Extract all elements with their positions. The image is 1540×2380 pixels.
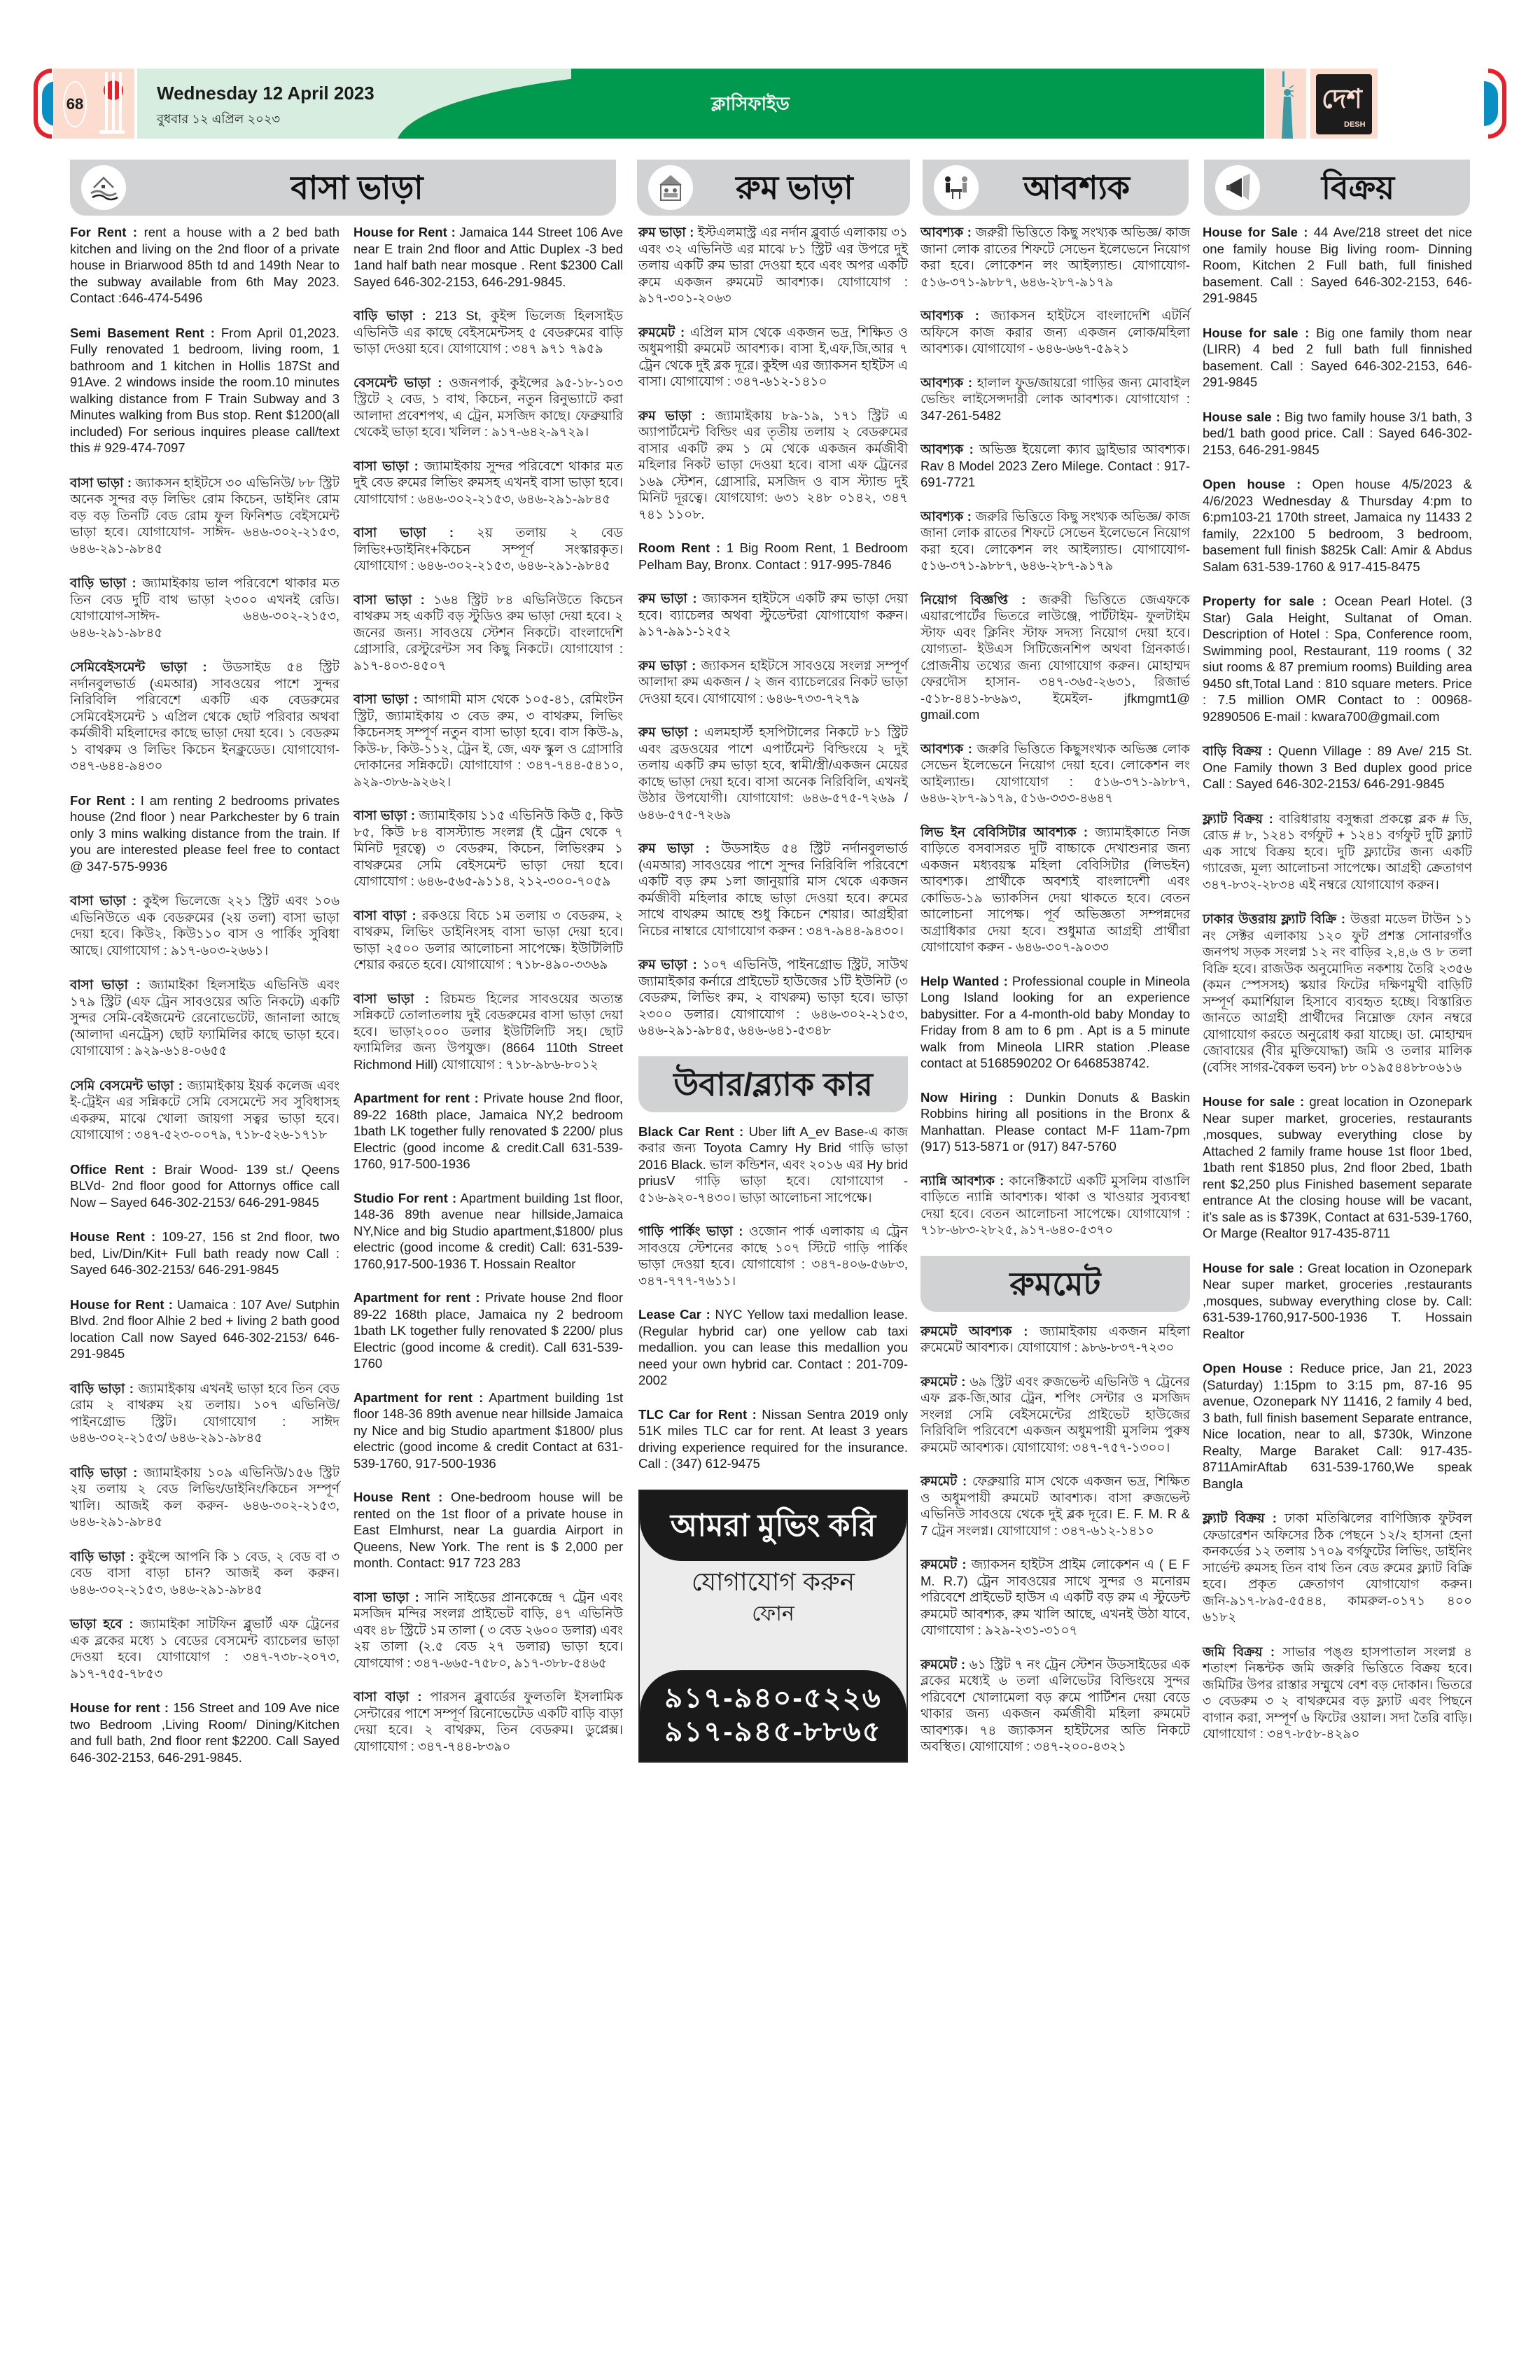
ad-heading: Help Wanted : bbox=[920, 973, 1008, 988]
ad-heading: ফ্ল্যাট বিক্রয় : bbox=[1203, 1511, 1277, 1525]
classified-ad bbox=[920, 1556, 1190, 1639]
ad-heading: Now Hiring : bbox=[920, 1089, 1014, 1105]
logo-block bbox=[1310, 69, 1378, 139]
ad-body: Private house 2nd floor 89-22 168th place, Jamaica ny 2 bedroom 1bath LK together fully renovated $ 2200/ plus Electric (good income & credit). Call 631-539-1760 bbox=[354, 1290, 623, 1371]
classified-ad bbox=[354, 592, 623, 674]
ad-heading: রুম ভাড়া : bbox=[638, 957, 697, 972]
classified-ad bbox=[70, 1228, 340, 1278]
ad-body: Ocean Pearl Hotel. (3 Star) Gala Height, Sultanat of Oman. Description of Hotel : Spa, Conference room, Swimming pool, Restaurant, 119 rooms ( 32 siut rooms & 87 premium rooms) Building area 9450 sft,Total Land : 810 square meters. Price : 7.5 million OMR Contact to : 00968-92890506 E-mail : kwara700@gmail.com bbox=[1203, 594, 1472, 724]
classified-ad bbox=[920, 973, 1190, 1072]
date-bangla: বুধবার ১২ এপ্রিল ২০২৩ bbox=[157, 112, 281, 126]
section-title-roommate: রুমমেট bbox=[1009, 1265, 1101, 1302]
column-2 bbox=[354, 224, 623, 1772]
ad-heading: Apartment for rent : bbox=[354, 1290, 480, 1305]
desh-logo bbox=[1316, 74, 1372, 134]
ad-heading: Open House : bbox=[1203, 1361, 1294, 1376]
classified-ad bbox=[1203, 409, 1472, 458]
ad-heading: House Rent : bbox=[354, 1490, 443, 1504]
classified-ad bbox=[1203, 811, 1472, 893]
ad-heading: রুম ভাড়া : bbox=[638, 841, 710, 855]
ad-heading: বাসা ভাড়া : bbox=[354, 990, 430, 1006]
ad-heading: ফ্ল্যাট বিক্রয় : bbox=[1203, 811, 1273, 826]
classified-ad bbox=[70, 792, 340, 875]
ad-heading: Studio For rent : bbox=[354, 1190, 457, 1205]
ad-body: উডসাইড ৫৪ স্ট্রিট নর্দানবুলভার্ড (এমআর) সাবওয়ের পাশে সুন্দর নিরিবিলি পরিবেশে একটি এক বেডরুমের সেমিবেইসমেন্ট ১ এপ্রিল থেকে ছোট পরিবার অথবা কর্মজীবী মহিলাদের কাছে ভাড়া দেয়া হবে। ১ বেডরুম ১ বাথরুম ও লিভিং কিচেন ইনক্লুডেড। যোগাযোগ- ৩৪৭-৬৪৪-৯৪৩০ bbox=[70, 659, 340, 773]
column-4 bbox=[920, 224, 1190, 1772]
ad-heading: সেমিবেইসমেন্ট ভাড়া : bbox=[70, 659, 207, 674]
ad-body: Nissan Sentra 2019 only 51K miles TLC car for rent. At least 3 years driving experience required for the insurance. Call : (347) 612-9475 bbox=[638, 1406, 908, 1471]
classified-ad bbox=[1203, 1644, 1472, 1742]
ad-body: জ্যামাইকায় ১০৯ এভিনিউ/১৫৬ স্ট্রিট ২য় তলায় ২ বেড লিভিং/ডাইনিং/কিচেন সম্পূর্ণ খালি। আজই কল করুন- ৬৪৬-৩০২-২১৫৩, ৬৪৬-২৯১-৯৮৪৫ bbox=[70, 1464, 340, 1529]
ad-body: 156 Street and 109 Ave nice two Bedroom ,Living Room/ Dining/Kitchen and full bath, 2nd floor rent $2200. Call Sayed 646-302-2153, 646-291-9845. bbox=[70, 1700, 340, 1765]
classified-ad bbox=[354, 1090, 623, 1172]
ad-body: ৬১ স্ট্রিট ৭ নং ট্রেন স্টেশন উডসাইডের এক ব্লকের মধ্যেই ৬ তলা এলিভেটর বিল্ডিংয়ে সুন্দর পরিবেশে খোলামেলা বড় রুমে পার্টিশন দেয়া বেডে থাকার জন্য একজন কর্মজীবী মহিলা রুমমেট আবশ্যক। ৭৪ জ্যাকসন হাইটসের অতি নিকটে অবস্থিত। যোগাযোগ : ৩৪৭-২০০-৪৩২১ bbox=[920, 1656, 1190, 1754]
ad-heading: রুমমেট : bbox=[920, 1557, 967, 1572]
moving-service-ad bbox=[638, 1490, 908, 1763]
ad-body: জ্যাকসন হাইটসে বাংলাদেশি এটর্নি অফিসে কাজ করার জন্য একজন লোক/মহিলা আবশ্যক। যোগাযোগ - ৬৪৬-৬৬৭-৫৯২১ bbox=[920, 308, 1190, 356]
ad-body: জ্যাকসন হাইটসে ৩০ এভিনিউ/ ৮৮ স্ট্রিট অনেক সুন্দর বড় লিভিং রোম কিচেন, ডাইনিং রোম বড় বড় তিনটি বেড রোম ফুল ফিনিশড বেইসমেন্ট ভাড়া হবে। যোগাযোগ- সাঈদ- ৬৪৬-৩০২-২১৫৩, ৬৪৬-২৯১-৯৮৪৫ bbox=[70, 475, 340, 556]
ad-body: উডসাইড ৫৪ স্ট্রিট নর্দানবুলভার্ড (এমআর) সাবওয়ের পাশে সুন্দর নিরিবিলি পরিবেশে একটি বড় রুম ১লা জানুয়ারি মাস থেকে একজন কর্মজীবী মহিলার কাছে ভাড়া দেওয়া হবে। রুমের সাথে বাথরুম আছে শুধু কিচেন শেয়ার। আগ্রহীরা নিচের নাম্বারে যোগাযোগ করুন : ৩৪৭-৯৪৪-৯৪৩০। bbox=[638, 841, 908, 938]
ad-heading: বাসা ভাড়া : bbox=[354, 592, 425, 607]
classified-ad bbox=[638, 1406, 908, 1472]
ad-body: ওজনপার্ক, কুইন্সের ৯৫-১৮-১০৩ স্ট্রিটে ২ বেড, ১ বাথ, কিচেন, নতুন রিনুভ্যাটে করা আলাদা প্রবেশপথ, এ ট্রেন, মসজিদ কাছে। ফেব্রুয়ারি থেকেই ভাড়া হবে। খলিল : ৯১৭-৬৪২-৯৭২৯। bbox=[354, 374, 623, 439]
ad-body: জ্যামাইকায় একজন মহিলা রুমেমেট আবশ্যক। যোগাযোগ : ৯৮৬-৮৩৭-৭২৩০ bbox=[920, 1323, 1190, 1354]
classified-ad bbox=[920, 1656, 1190, 1755]
classified-ad bbox=[70, 1616, 340, 1681]
ad-heading: রুমমেট : bbox=[920, 1474, 967, 1488]
classified-ad bbox=[70, 1700, 340, 1765]
classified-ad bbox=[638, 1124, 908, 1206]
section-header-basha-bhara bbox=[70, 160, 616, 216]
classified-ad bbox=[1203, 1360, 1472, 1492]
ad-heading: আবশ্যক : bbox=[920, 741, 972, 756]
ad-heading: Apartment for rent : bbox=[354, 1390, 484, 1405]
classified-ad bbox=[1203, 224, 1472, 307]
ad-body: পারসন ব্লুবার্ডের ফুলতলি ইসলামিক সেন্টারের পাশে সম্পূর্ণ রিনোভেটেড একটি বাড়ি বাড়া দেয়া হবে। ২ বাথরুম, তিন বেডরুম। ডুপ্লেক্স। যোগাযোগ : ৩৪৭-৭৪৪-৮৩৯০ bbox=[354, 1689, 623, 1754]
mover-phones bbox=[640, 1670, 906, 1761]
classified-ad bbox=[1203, 1510, 1472, 1625]
ad-body: Apartment building 1st floor, 148-36 89th avenue near hillside,Jamaica NY,Nice and big Studio apartment,$1800/ plus electric (good income & credit) Call: 631-539-1760,917-500-1936 T. Hossain Realtor bbox=[354, 1190, 624, 1271]
classified-ad bbox=[920, 1373, 1190, 1456]
ad-body: Reduce price, Jan 21, 2023 (Saturday) 1:15pm to 3:15 pm, 87-16 95 avenue, Ozonepark NY 11416, 2 family 4 bed, 3 bath, full finish basement Separate entrance, Nice location, near to all, $730k, Winzone Realty, Marge Baraket Call: 917-435-8711AmirAftab 631-539-1760,We speak Bangla bbox=[1203, 1361, 1473, 1491]
ad-heading: রুম ভাড়া : bbox=[638, 225, 694, 239]
ad-heading: আবশ্যক : bbox=[920, 308, 979, 323]
room-rent-list bbox=[638, 224, 908, 1039]
ad-body: জ্যাকসন হাইটস প্রাইম লোকেশন এ ( E F M. R.7) ট্রেন সাবওয়ের সাথে সুন্দর ও মনোরম পরিবেশে প্রাইভেট হাউস এ একটি বড় রুম এ স্টুডেন্ট রুমমেট আবশ্যক, রুম খালি আছে, এখনই উঠা যাবে, যোগাযোগ : ৯২৯-২৩১-৩১০৭ bbox=[920, 1557, 1190, 1637]
ad-body: Open house 4/5/2023 & 4/6/2023 Wednesday & Thursday 4:pm to 6:pm103-21 170th street, Jamaica ny 11433 2 family, 22x100 5 bedroom, 3 bedroom, basement full finish $825k Call: Amir & Abdus Salam 631-539-1760 & 917-415-8475 bbox=[1203, 477, 1473, 574]
date-banner bbox=[137, 69, 1264, 139]
classified-ad bbox=[920, 1323, 1190, 1356]
ad-body: জরুরী ভিত্তিতে কিছু সংখ্যক অভিজ্ঞ/ কাজ জানা লোক রাতের শিফটে সেভেন ইলেভেনে নিয়োগ করা হবে। লোকেশন লং আইল্যান্ড। যোগাযোগ- ৫১৬-৩৭১-৯৮৮৭, ৬৪৬-২৮৭-৯১৭৯ bbox=[920, 225, 1190, 289]
classified-ad bbox=[920, 508, 1190, 574]
classified-ad bbox=[354, 1688, 623, 1754]
classified-ad bbox=[1203, 743, 1472, 792]
ad-heading: বাড়ি ভাড়া : bbox=[70, 1548, 134, 1564]
section-header-wanted bbox=[923, 160, 1189, 216]
ad-heading: House sale : bbox=[1203, 409, 1280, 424]
section-banner bbox=[571, 69, 1264, 139]
ad-heading: TLC Car for Rent : bbox=[638, 1406, 757, 1422]
ad-body: জ্যাকসন হাইটসে সাবওয়ে সংলগ্ন সম্পূর্ণ আলাদা রুম একজন / ২ জন ব্যাচেলরের নিকট ভাড়া দেওয়া হবে। যোগাযোগ : ৬৪৬-৭৩৩-৭২৭৯ bbox=[638, 657, 908, 706]
mover-phone-1: ৯১৭-৯৪০-৫২২৬ bbox=[664, 1682, 882, 1714]
classified-ad bbox=[638, 540, 908, 573]
ad-heading: Apartment for rent : bbox=[354, 1091, 479, 1105]
classified-ad bbox=[638, 324, 908, 390]
ad-body: Dunkin Donuts & Baskin Robbins hiring all positions in the Bronx & Manhattan. Please contact M-F 11am-7pm (917) 513-5871 or (917) 847-5760 bbox=[920, 1089, 1190, 1154]
section-header-sale bbox=[1204, 160, 1470, 216]
classified-ad bbox=[70, 325, 340, 456]
ad-body: Uamaica : 107 Ave/ Sutphin Blvd. 2nd floor Alhie 2 bed + living 2 bath good location Call now Sayed 646-302-2153/ 646-291-9845 bbox=[70, 1296, 340, 1361]
ad-heading: House for sale : bbox=[1203, 1260, 1303, 1275]
ad-heading: নিয়োগ বিজ্ঞপ্তি : bbox=[920, 592, 1026, 607]
ad-heading: বাড়ি বিক্রয় : bbox=[1203, 743, 1273, 758]
classified-ad bbox=[1203, 911, 1472, 1075]
classified-ad bbox=[920, 1473, 1190, 1539]
ad-heading: বাসা বাড়া : bbox=[354, 907, 416, 923]
masthead-left-cap bbox=[34, 69, 52, 139]
ad-heading: বাসা ভাড়া : bbox=[354, 692, 418, 706]
classified-ad bbox=[920, 824, 1190, 955]
ad-heading: আবশ্যক : bbox=[920, 508, 972, 524]
ad-body: One-bedroom house will be rented on the 1st floor of a private house in East Elmhurst, near La guardia Airport in Queens, New York. The rent is $ 2,000 per month. Contact: 917 723 283 bbox=[354, 1490, 623, 1570]
ad-body: রিচমন্ড হিলের সাবওয়ের অত্যন্ত সন্নিকটে তোলাতলায় দুই বেডরুমের বাসা ভাড়া দেয়া হবে। ভাড়া২০০০ ডলার ইউটিলিটি সহ। ছোট ফ্যামিলির জন্য উপযুক্ত। (8664 110th Street Richmond Hill) যোগাযোগ : ৭১৮-৯৮৬-৮০১২ bbox=[354, 990, 623, 1072]
classified-ad bbox=[638, 590, 908, 640]
classified-ad bbox=[638, 956, 908, 1039]
classified-ad bbox=[70, 1161, 340, 1211]
classified-ad bbox=[354, 1289, 623, 1372]
ad-body: আগামী মাস থেকে ১০৫-৪১, রেমিংটন স্ট্রিট, জ্যামাইকায় ৩ বেড রুম, ৩ বাথরুম, লিভিং কিচেনসহ সম্পূর্ণ নতুন বাসা ভাড়া হবে। বাস কিউ-৯, কিউ-৮, কিউ-১১২, ট্রেন ই, জে, এফ স্কুল ও গ্রোসারি দোকানের সন্নিকটে। যোগাযোগ : ৩৪৭-৭৪৪-৫৪১০, ৯২৯-৩৮৬-৯২৬২। bbox=[354, 692, 623, 789]
classified-ad bbox=[70, 659, 340, 774]
ad-body: জরুরী ভিত্তিতে জেএফকে এয়ারপোর্টের ভিতরে লাউঞ্জে, পার্টটাইম- ফুলটাইম স্টাফ এবং ক্লিনিং স্টাফ সদস্য নিয়োগ দেয়া হবে। যোগ্যতা- ইউএস সিটিজেনশিপ অথবা গ্রিনকার্ড। প্রোজনীয় তথ্যের জন্য যোগাযোগ করুন। মোহাম্মদ ফেরদৌস হাসান- ৩৪৭-৩৬৫-২৬৩১, রিজার্ভ -৫১৮-৪৪১-৮৬৯৩, ইমেইল- jfkmgmt1@ gmail.com bbox=[920, 592, 1191, 722]
classified-ad bbox=[70, 1077, 340, 1143]
ad-body: ঢাকা মতিঝিলের বাণিজ্যিক ফুটবল ফেডারেশন অফিসের ঠিক পেছনে ১২/২ হাসনা হেনা কনকর্ডের ১২ তলায় ১৭০৯ বর্গফুটের লিভিং, ডাইনিং সার্ভেন্ট রুমসহ তিন বাথ তিন বেড রুমের ফ্ল্যাট বিক্রি হবে। প্রকৃত ক্রেতাগণ যোগাযোগ করুন। জনি-৯১৭-৮৯৫-৫৫৪৪, কামরুল-০১৭১ ৪০০ ৬১৮২ bbox=[1203, 1511, 1472, 1624]
classified-ad bbox=[70, 224, 340, 307]
ad-body: Big two family house 3/1 bath, 3 bed/1 bath good price. Call : Sayed 646-302-2153, 646-291-9845 bbox=[1203, 409, 1472, 457]
ad-body: জ্যামাইকায় সুন্দর পরিবেশে থাকার মত দুই বেড রুমের লিভিং রুমসহ এখনই বাসা ভাড়া হবে। যোগাযোগ : ৬৪৬-৩০২-২১৫৩, ৬৪৬-২৯১-৯৮৪৫ bbox=[354, 458, 623, 506]
ad-heading: রুম ভাড়া : bbox=[638, 407, 706, 423]
ad-body: NYC Yellow taxi medallion lease. (Regular hybrid car) one yellow cab taxi medallion. you can lease this medallion you need your own hybrid car. Contact : 201-709-2002 bbox=[638, 1307, 908, 1387]
section-title: ক্লাসিফাইড bbox=[711, 93, 790, 114]
ad-body: অভিজ্ঞ ইয়েলো ক্যাব ড্রাইভার আবশ্যক। Rav 8 Model 2023 Zero Milege. Contact : 917-691-7721 bbox=[920, 442, 1191, 489]
car-list bbox=[638, 1124, 908, 1472]
ad-heading: বাড়ি ভাড়া : bbox=[70, 1380, 134, 1396]
classified-ad bbox=[354, 458, 623, 507]
ad-body: Apartment building 1st floor 148-36 89th avenue near hillside Jamaica ny Nice and big Studio apartment $1800/ plus electric (good income & credit Contact at 631-539-1760, 917-500-1936 bbox=[354, 1390, 623, 1471]
page-number: 68 bbox=[63, 81, 87, 127]
classified-ad bbox=[70, 1380, 340, 1446]
classified-ad bbox=[354, 907, 623, 973]
classified-ad bbox=[638, 657, 908, 707]
ad-heading: ভাড়া হবে : bbox=[70, 1616, 134, 1631]
ad-body: সানি সাইডের প্রানকেন্দ্রে ৭ ট্রেন এবং মসজিদ মন্দির সংলগ্ন প্রাইভেট বাড়ি, ৪৭ এভিনিউ এবং ৪৮ স্ট্রিটে ১ম তালা ( ৩ বেড ২৬০০ ডলার) এবং ২য় তালা (২.৫ বেড ২৭ ডলার) ভাড়া হবে। যোগযোগ : ৩৪৭-৬৬৫-৭৫৮০, ৯১৭-৩৮৮-৫৪৬৫ bbox=[354, 1589, 623, 1670]
ad-heading: রুমমেট : bbox=[920, 1656, 966, 1672]
classified-ad bbox=[920, 741, 1190, 806]
ad-heading: House for Rent : bbox=[70, 1296, 173, 1312]
ad-body: Brair Wood- 139 st./ Qeens BLVd- 2nd floor good for Attornys office call Now – Sayed 646-302-2153/ 646-291-9845 bbox=[70, 1161, 340, 1210]
ad-body: Uber lift A_ev Base-এ কাজ করার জন্য Toyota Camry Hy Brid গাড়ি ভাড়া 2016 Black. ভাল কন্ডিশন, এবং ২০১৬ এর Hy brid priusV গাড়ি ভাড়া হবে। যোগাযোগ - ৫১৬-৯২০-৭৪৩০। ভাড়া আলোচনা সাপেক্ষে। bbox=[638, 1124, 908, 1205]
ad-heading: Property for sale : bbox=[1203, 594, 1327, 608]
ad-body: এপ্রিল মাস থেকে একজন ভদ্র, শিক্ষিত ও অধুমপায়ী রুমমেট আবশ্যক। বাসা ই,এফ,জি,আর ৭ ট্রেন থেকে দুই ব্লক দূরে। কুইন্স এর জ্যাকসন হাইটস এ বাসা। যোগাযোগ : ৩৪৭-৬১২-১৪১০ bbox=[638, 324, 908, 388]
section-title-room-bhara: রুম ভাড়া bbox=[736, 169, 853, 206]
section-title-basha-bhara: বাসা ভাড়া bbox=[290, 169, 424, 206]
ad-body: ফেব্রুয়ারি মাস থেকে একজন ভদ্র, শিক্ষিত ও অধুমপায়ী রুমমেট আবশ্যক। বাসা রুজভেল্ট এভিনিউ সাবওয়ে থেকে দুই ব্লক দূরে। E. F. M. R & 7 ট্রেন সংলগ্ন। যোগাযোগ : ৩৪৭-৬১২-১৪১০ bbox=[920, 1474, 1190, 1538]
ad-heading: বাসা ভাড়া : bbox=[354, 458, 419, 473]
classified-ad bbox=[920, 1089, 1190, 1155]
classified-ad bbox=[354, 807, 623, 890]
ad-body: জ্যামাইকা সাটফিন ব্লুভার্ট এফ ট্রেনের এক ব্লকের মধ্যে ১ বেডের বেসমেন্ট ব্যাচেলর ভাড়া দেওয়া হবে। যোগাযোগ : ৩৪৭-৭৩৮-২০৭৩, ৯১৭-৭৫৫-৭৮৫৩ bbox=[70, 1616, 340, 1681]
classified-ad bbox=[638, 407, 908, 523]
ad-heading: বাড়ি ভাড়া : bbox=[70, 575, 136, 590]
ad-heading: Lease Car : bbox=[638, 1307, 710, 1322]
ad-heading: Black Car Rent : bbox=[638, 1124, 744, 1139]
classified-ad bbox=[1203, 476, 1472, 575]
ad-heading: House Rent : bbox=[70, 1229, 156, 1244]
classified-ad bbox=[638, 1223, 908, 1289]
ad-body: great location in Ozonepark Near super market, groceries, restaurants ,mosques, subway everything close by Attached 2 family frame house 1st floor 1bed, 1bath rent $1850 plus, 2nd floor 2bed, 1bath rent $2,250 plus Finished basement separate entrance At the closing house will be vacant, it’s sale as is $739K, Contact at 631-539-1760, Or Marge (Realtor 917-435-8711 bbox=[1203, 1094, 1472, 1240]
ad-heading: বাসা ভাড়া : bbox=[354, 1589, 419, 1604]
ad-body: জ্যাকসন হাইটসে একটি রুম ভাড়া দেয়া হবে। ব্যাচেলর অথবা স্টুডেন্টরা যোগাযোগ করুন। ৯১৭-৯৯১-১২৫২ bbox=[638, 591, 908, 638]
ad-body: From April 01,2023. Fully renovated 1 bedroom, living room, 1 bathroom and 1 kitchen in Hollis 187St and 91Ave. 2 windows inside the room.10 minutes walking distance from F Train Subway and 3 Minutes walking from Bus stop. Rent $1200(all included) For serious inquires please call/text this # 929-474-7097 bbox=[70, 325, 340, 455]
ad-heading: বেসমেন্ট ভাড়া : bbox=[354, 374, 442, 390]
ad-heading: বাসা ভাড়া : bbox=[70, 893, 137, 908]
column-1 bbox=[70, 224, 340, 1784]
classified-ad bbox=[70, 475, 340, 557]
ad-body: Quenn Village : 89 Ave/ 215 St. One Family thown 3 Bed duplex good price Call : Sayed 646-302-2153/ 646-291-9845 bbox=[1203, 743, 1473, 791]
classified-ad bbox=[70, 1548, 340, 1598]
mover-cta: যোগাযোগ করুন bbox=[691, 1567, 855, 1596]
classified-ad bbox=[1203, 325, 1472, 391]
ad-body: কানেক্টিকাটে একটি মুসলিম বাঙালি বাড়িতে ন্যান্নি আবশ্যক। থাকা ও খাওয়ার সুব্যবস্থা দেয়া হবে। বেতন আলোচনা সাপেক্ষে। যোগাযোগ : ৭১৮-৬৮৩-২৮২৫, ৯১৭-৬৪০-৫৩৭০ bbox=[920, 1172, 1190, 1237]
ad-heading: রুমমেট : bbox=[638, 324, 685, 340]
ad-body: রকওয়ে বিচে ১ম তলায় ৩ বেডরুম, ২ বাথরুম, লিভিং ডাইনিংসহ বাসা ভাড়া দেয়া হবে। ভাড়া ২৫০০ ডলার আলোচনা সাপেক্ষে। ইউটিলিটি শেয়ার করতে হবে। যোগাযোগ : ৭১৮-৪৯০-৩৩৬৯ bbox=[354, 907, 623, 972]
section-title-wanted: আবশ্যক bbox=[1023, 169, 1130, 206]
ad-body: ওজোন পার্ক এলাকায় এ ট্রেন সাবওয়ে স্টেশনের কাছে ১০৭ স্টিটে গাড়ি পার্কিং ভাড়া দেওয়া হবে। যোগাযোগ : ৩৪৭-৪০৬-৫৬৮৩, ৩৪৭-৭৭৭-৭৬১১। bbox=[638, 1224, 908, 1288]
section-title-sale: বিক্রয় bbox=[1321, 169, 1395, 206]
ad-body: 213 St, কুইন্স ভিলেজ হিলসাইড এভিনিউ এর কাছে বেইসমেন্টসহ ৫ বেডরুমের বাড়ি ভাড়া দেওয়া হবে। যোগাযোগ : ৩৪৭ ৯৭১ ৭৯৫৯ bbox=[354, 308, 624, 356]
ad-body: ১৬৪ স্ট্রিট ৮৪ এভিনিউতে কিচেন বাথরুম সহ একটি বড় স্টুডিও রুম ভাড়া দেয়া হবে। ২ জনের জন্য। সাবওয়ে স্টেশন নিকটে। বাংলাদেশি গ্রোসারি, রেস্টুরেন্টস সব কিছু নিকটে। যোগাযোগ : ৯১৭-৪০৩-৪৫০৭ bbox=[354, 592, 623, 673]
classified-ad bbox=[354, 307, 623, 357]
ad-heading: বাসা ভাড়া : bbox=[354, 808, 416, 822]
ad-body: ২য় তলায় ২ বেড লিভিং+ডাইনিং+কিচেন সম্পূর্ণ সংস্কারকৃত। যোগাযোগ : ৬৪৬-৩০২-২১৫৩, ৬৪৬-২৯১-৯৮৪৫ bbox=[354, 525, 623, 573]
ad-body: জ্যামাইকায় ইয়র্ক কলেজ এবং ই-ট্রেইন এর সন্নিকটে সেমি বেসমেন্টে সব সুবিধাসহ একরুম, মাঝে খোলা জায়গা সত্বর ভাড়া হবে। যোগাযোগ : ৩৪৭-৫২৩-০০৭৯, ৭১৮-৫২৬-১৭১৮ bbox=[70, 1077, 340, 1142]
ad-heading: Office Rent : bbox=[70, 1161, 157, 1177]
ad-body: Jamaica 144 Street 106 Ave near E train 2nd floor and Attic Duplex -3 bed 1and half bath near mosque . Rent $2300 Call Sayed 646-302-2153, 646-291-9845. bbox=[354, 225, 624, 289]
classified-ad bbox=[920, 441, 1190, 491]
classified-ad bbox=[1203, 1260, 1472, 1343]
ad-body: ইস্টএলমাস্ট্র এর নর্দান ব্লুবার্ড এলাকায় ৩১ এবং ৩২ এভিনিউ এর মাঝে ৮১ স্ট্রিট এর উপরে দুই তলায় একটি রুম ভারা দেওয়া হবে এবং অপর একটি রুমে একজন রুমমেট আবশ্যক। যোগাযোগ : ৯১৭-৩০১-২০৬৩ bbox=[638, 225, 908, 305]
ad-body: কুইন্সে আপনি কি ১ বেড, ২ বেড বা ৩ বেড বাসা বাড়া চান? আজই কল করুন। ৬৪৬-৩০২-২১৫৩, ৬৪৬-২৯১-৯৮৪৫ bbox=[70, 1548, 340, 1597]
ad-body: জ্যামাইকায় ১১৫ এভিনিউ কিউ ৫, কিউ ৮৫, কিউ ৮৪ বাসস্ট্যান্ড সংলগ্ন (ই ট্রেন থেকে ৭ মিনিট দূরত্বে) ৩ বেডরুম, কিচেন, লিভিংরুম ১ বাথরুমের সেমি বেইসমেন্ট ভাড়া দেয়া হবে। যোগাযোগ : ৬৪৬-৫৬৫-৯১১৪, ২১২-৩০০-৭০৫৯ bbox=[354, 808, 623, 888]
ad-heading: Room Rent : bbox=[638, 540, 721, 555]
ad-body: 44 Ave/218 street det nice one family house Big living room- Dinning Room, Kitchen 2 Full bath, full finished basement. Call : Sayed 646-302-2153, 646-291-9845 bbox=[1203, 225, 1472, 305]
classified-ad bbox=[354, 1190, 623, 1273]
mover-phone-2: ৯১৭-৯৪৫-৮৮৬৫ bbox=[664, 1716, 882, 1747]
ad-heading: বাসা বাড়া : bbox=[354, 1689, 422, 1704]
page-number-block bbox=[53, 69, 134, 139]
mover-headline: আমরা মুভিং করি bbox=[640, 1491, 906, 1561]
ad-heading: Semi Basement Rent : bbox=[70, 325, 215, 340]
ad-heading: রুম ভাড়া : bbox=[638, 657, 696, 673]
classified-ad bbox=[638, 1306, 908, 1389]
ad-heading: রুমমেট : bbox=[920, 1373, 966, 1389]
wanted-list bbox=[920, 224, 1190, 1238]
classified-ad bbox=[638, 224, 908, 307]
statue-of-liberty-icon bbox=[1280, 71, 1294, 139]
ad-body: জ্যামাইকা হিলসাইড এভিনিউ এবং ১৭৯ স্ট্রিট (এফ ট্রেন সাবওয়ের অতি নিকটে) একটি সুন্দর সেমি-বেইজমেন্ট রেনোভেটেট, জানালা আছে (আলাদা এনট্রেস) ছোট ফ্যামিলির কাছে ভাড়া হবে। যোগাযোগ : ৯২৯-৬১৪-০৬৫৫ bbox=[70, 977, 340, 1058]
classified-ad bbox=[920, 592, 1190, 723]
ad-heading: রুম ভাড়া : bbox=[638, 724, 699, 739]
ad-heading: House for rent : bbox=[70, 1700, 169, 1715]
ad-body: Big one family thom near (LIRR) 4 bed 2 full bath full finnished basement. Call : Sayed 646-302-2153, 646-291-9845 bbox=[1203, 325, 1472, 389]
ad-body: জ্যামাইকায় এখনই ভাড়া হবে তিন বেড রোম ২ বাথরুম ২য় তলায়। ১০৭ এভিনিউ/পাইনগ্রোভ স্ট্রিট। যোগাযোগ : সাঈদ ৬৪৬-৩০২-২১৫৩/ ৬৪৬-২৯১-৯৮৪৫ bbox=[70, 1380, 340, 1445]
ad-heading: House for sale : bbox=[1203, 1094, 1305, 1109]
ad-heading: বাড়ি ভাড়া : bbox=[354, 308, 426, 323]
classified-ad bbox=[354, 1489, 623, 1572]
masthead bbox=[34, 69, 1506, 139]
section-title-uber-black-car: উবার/ব্ল্যাক কার bbox=[673, 1065, 873, 1102]
classified-ad bbox=[1203, 593, 1472, 724]
ad-heading: আবশ্যক : bbox=[920, 374, 973, 390]
column-3 bbox=[638, 224, 908, 1763]
classified-ad bbox=[920, 224, 1190, 290]
ad-heading: লিভ ইন বেবিসিটার আবশ্যক : bbox=[920, 824, 1088, 839]
logo-text: DESH bbox=[1344, 120, 1366, 129]
ad-body: Private house 2nd floor, 89-22 168th place, Jamaica NY,2 bedroom 1bath LK together fully renovated $ 2200/ plus Electric (good income & credit.Call 631-539-1760, 917-500-1936 bbox=[354, 1091, 623, 1171]
ad-heading: বাসা ভাড়া : bbox=[354, 525, 454, 540]
classified-ad bbox=[638, 840, 908, 939]
classified-ad bbox=[70, 1464, 340, 1530]
section-header-roommate bbox=[920, 1256, 1190, 1312]
ad-body: ১০৭ এভিনিউ, পাইনগ্রোভ স্ট্রিট, সাউথ জ্যামাইকার কর্নারে প্রাইভেট হাউজের ১টি ইউনিট (৩ বেডরুম, লিভিং রুম, ২ বাথরুম) ভাড়া হবে। ভাড়া ২৩০০ ডলার। যোগাযোগ : ৬৪৬-৩০২-২১৫৩, ৬৪৬-২৯১-৯৮৪৫, ৬৪৬-৬৪১-৫৩৪৮ bbox=[638, 957, 908, 1037]
classified-ad bbox=[70, 1296, 340, 1362]
ad-heading: House for Rent : bbox=[354, 225, 456, 239]
ad-body: জরুরি ভিত্তিতে কিছুসংখ্যক অভিজ্ঞ লোক সেভেন ইলেভেনে নিয়োগ দেয়া হবে। লোকেশন লং আইল্যান্ড। যোগাযোগ : ৫১৬-৩৭১-৯৮৮৭, ৬৪৬-২৮৭-৯১৭৯, ৫১৬-৩৩৩-৪৬৪৭ bbox=[920, 741, 1190, 805]
date-english: Wednesday 12 April 2023 bbox=[157, 83, 374, 104]
ad-heading: For Rent : bbox=[70, 792, 135, 808]
ad-heading: আবশ্যক : bbox=[920, 442, 974, 456]
ad-body: জ্যামাইকাতে নিজ বাড়িতে বসবাসরত দুটি বাচ্চাকে দেখাশুনার জন্য একজন মধ্যবয়স্ক মহিলা বেবিসিটার (লিভইন) আবশ্যক। প্রার্থীকে অবশ্যই বাংলাদেশী এবং কোভিড-১৯ ভ্যাকসিন দেয়া থাকতে হবে। বেতন আলোচনা সাপেক্ষ। পূর্ব অভিজ্ঞতা সম্পন্নদের অগ্রাধিকার দেয়া হবে। শুধুমাত্র আগ্রহী প্রার্থীরা যোগাযোগ করুন - ৬৪৬-৩০৭-৯০৩৩ bbox=[920, 824, 1190, 954]
logo-glyph: দেশ bbox=[1322, 85, 1362, 114]
roommate-list bbox=[920, 1323, 1190, 1755]
ad-body: উত্তরা মডেল টাউন ১১ নং সেক্টর এলাকায় ১২০ ফুট প্রশস্ত সোনারগাঁও জনপথ সড়ক সংলগ্ন ১২ নং বাড়ির ২,৪,৬ ও ৮ তলা বিক্রি হবে। রাজউক অনুমোদিত নকশায় তৈরি ২৩৫৬ (কমন স্পেসসহ) স্কয়ার ফিটের দক্ষিণমুখী বাড়িটি সম্পূর্ণ কমার্শিয়াল হিসাবে ব্যবহৃত হচ্ছে। বিস্তারিত জানতে আগ্রহী প্রার্থীদের নিম্নোক্ত ফোন নম্বরে যোগাযোগ করতে অনুরোধ করা যাচ্ছে। ডা. মোহাম্মদ জোবায়ের (বীর মুক্তিযোদ্ধা) জমি ও তলার মালিক (বেসিং সাগর-বৈকল ভবন) ৮৮ ০১৯৫৪৪৮৮০৬১৬ bbox=[1203, 911, 1472, 1074]
ad-heading: বাসা ভাড়া : bbox=[70, 977, 141, 992]
ad-body: সাভার পঙ্গু হাসপাতাল সংলগ্ন ৪ শতাংশ নিষ্কন্টক জমি জরুরি ভিত্তিতে বিক্রয় হবে। জমিটির উপর রাস্তার সম্মুখে বেশ বড় দোকান। ভিতরে ৩ বেডরুম ৩ ২ বাথরুমের বড় ফ্ল্যাট এবং পিছনে বাগান করা, সম্পূর্ণ ৬ ফিটের ওয়াল। সদা তৈরি বাড়ি। যোগাযোগ : ৩৪৭-৮৫৮-৪২৯০ bbox=[1203, 1644, 1473, 1741]
statue-of-liberty-block bbox=[1266, 69, 1306, 139]
classified-ad bbox=[70, 892, 340, 958]
classified-ad bbox=[354, 524, 623, 574]
classified-ad bbox=[920, 374, 1190, 424]
ad-body: I am renting 2 bedrooms privates house (2nd floor ) near Parkchester by 6 train only 3 mins walking distance from the train. If you are interested please feel free to contact @ 347-575-9936 bbox=[70, 792, 340, 874]
classified-ad bbox=[920, 307, 1190, 357]
ad-heading: House for sale : bbox=[1203, 325, 1310, 340]
ad-body: ৬৯ স্ট্রিট এবং রুজভেল্ট এভিনিউ ৭ ট্রেনের এফ ব্লক-জি,আর ট্রেন, শপিং সেন্টার ও মসজিদ সংলগ্ন সেমি বেইসমেন্টের প্রাইভেট হাউজের নিরিবিলি পরিবেশে একজন অধুমপায়ী মুসলিম পুরুষ রুমমেট আবশ্যক। যোগাযোগ: ৩৪৭-৭৫৭-১৩০০। bbox=[920, 1373, 1190, 1455]
classified-ad bbox=[70, 575, 340, 640]
ad-heading: জমি বিক্রয় : bbox=[1203, 1644, 1275, 1659]
classified-ad bbox=[354, 224, 623, 290]
ad-heading: রুম ভাড়া : bbox=[638, 591, 697, 606]
classified-ad bbox=[920, 1172, 1190, 1238]
classified-ad bbox=[70, 976, 340, 1059]
ad-heading: Open house : bbox=[1203, 477, 1301, 491]
ad-heading: ন্যান্নি আবশ্যক : bbox=[920, 1172, 1004, 1188]
classified-ad bbox=[354, 990, 623, 1073]
classified-ad bbox=[354, 1589, 623, 1672]
ad-body: জ্যামাইকায় ৮৯-১৯, ১৭১ স্ট্রিট এ অ্যাপার্টমেন্ট বিল্ডিং এর তৃতীয় তলায় ২ বেডরুমের বাসার একটি রুম ১ মে থেকে একজন কর্মজীবী মহিলার নিকট ভাড়া দেওয়া হবে। বাসা এফ ট্রেনের ১৬৯ স্টেশন, গ্রোসারি, মসজিদ ও বাস স্ট্যান্ড দুই মিনিট দূরত্বে। যোগযোগ: ৬৩১ ২৪৮ ০১৪২, ৩৪৭ ৭৪১ ১১০৮. bbox=[638, 407, 908, 522]
ad-body: কুইন্স ভিলেজে ২২১ স্ট্রিট এবং ১০৬ এভিনিউতে এক বেডরুমের (২য় তলা) বাসা ভাড়া দেয়া হবে। কিউ২, কিউ১১০ বাস ও পার্কিং সুবিধা আছে। যোগাযোগ : ৯১৭-৬০৩-২৬৬১। bbox=[70, 893, 340, 958]
masthead-right-cap bbox=[1488, 69, 1506, 139]
ad-body: 109-27, 156 st 2nd floor, two bed, Liv/Din/Kit+ Full bath ready now Call : Sayed 646-302-2153/ 646-291-9845 bbox=[70, 1229, 340, 1277]
ad-heading: বাড়ি ভাড়া : bbox=[70, 1464, 138, 1480]
ad-body: বারিধারায় বসুন্ধরা প্রকল্পে ব্লক # ডি, রোড # ৮, ১২৪১ বর্গফুট + ১২৪১ বর্গফুট দুটি ফ্ল্যাট এক সাথে বিক্রয় হবে। দুটি ফ্ল্যাটের জন্য একটি গ্যারেজ, মূল্য আলোচনা সাপেক্ষে। আগ্রহী ক্রেতাগণ ৩৪৭-৮৩২-২৮৩৪ এই নম্বরে যোগাযোগ করুন। bbox=[1203, 811, 1472, 892]
ad-heading: বাসা ভাড়া : bbox=[70, 475, 132, 490]
ad-body: এলমহার্স্ট হসপিটালের নিকটে ৮১ স্ট্রিট এবং ব্রডওয়ের পাশে এপার্টমেন্ট বিল্ডিংয়ে ২ দুই তলায় একটি রুম ভাড়া হবে, স্বামী/স্ত্রী/একজন মেয়ের কাছে ভাড়া দেয়া হবে। বাসা অনেক নিরিবিলি, এখনই উঠার উপযোগী। যোগাযোগ: ৬৪৬-৫৭৫-৭২৬৯ / ৬৪৬-৫৭৫-৭২৬৯ bbox=[638, 724, 908, 822]
ad-body: Great location in Ozonepark Near super market, groceries ,restaurants ,mosques, subway everything close by. Call: 631-539-1760,917-500-1936 T. Hossain Realtor bbox=[1203, 1260, 1472, 1341]
ad-body: Professional couple in Mineola Long Island looking for an experience babysitter. For a 4-month-old baby Monday to Friday from 8 am to 6 pm . Apt is a 5 minute walk from Mineola LIRR station .Please contact at 5168590202 Or 6468538742. bbox=[920, 973, 1190, 1070]
classified-ad bbox=[354, 374, 623, 440]
ad-body: হালাল ফুড/জায়রো গাড়ির জন্য মোবাইল ভেন্ডিং লাইসেন্সদারী লোক আবশ্যক। যোগাযোগ : 347-261-5482 bbox=[920, 374, 1190, 423]
ad-heading: আবশ্যক : bbox=[920, 225, 972, 239]
section-header-uber-black-car bbox=[638, 1056, 908, 1112]
ad-heading: রুমমেট আবশ্যক : bbox=[920, 1323, 1028, 1338]
ad-heading: For Rent : bbox=[70, 225, 138, 239]
ad-body: জরুরি ভিত্তিতে কিছু সংখ্যক অভিজ্ঞ/ কাজ জানা লোক রাতের শিফটে সেভেন ইলেভেনে নিয়োগ করা হবে। লোকেশন লং আইল্যান্ড। যোগাযোগ- ৫১৬-৩৭১-৯৮৮৭, ৬৪৬-২৮৭-৯১৭৯ bbox=[920, 508, 1190, 573]
mover-cta-sub: ফোন bbox=[752, 1602, 794, 1625]
ad-heading: ঢাকার উত্তরায় ফ্ল্যাট বিক্রি : bbox=[1203, 911, 1346, 926]
ad-body: জ্যামাইকায় ভাল পরিবেশে থাকার মত তিন বেড দুটি বাথ ভাড়া ২৩০০ এখনই রেডি। যোগাযোগ-সাঈদ- ৬৪৬-৩০২-২১৫৩, ৬৪৬-২৯১-৯৮৪৫ bbox=[70, 575, 340, 640]
classified-ad bbox=[638, 724, 908, 822]
ad-body: 1 Big Room Rent, 1 Bedroom Pelham Bay, Bronx. Contact : 917-995-7846 bbox=[638, 540, 908, 572]
classified-ad bbox=[354, 1390, 623, 1472]
ad-body: rent a house with a 2 bed bath kitchen and living on the 2nd floor of a private house in Briarwood 85th td and 149th Near to the subway available from 6th May 2023. Contact :646-474-5496 bbox=[70, 225, 340, 305]
ad-heading: সেমি বেসমেন্ট ভাড়া : bbox=[70, 1077, 183, 1093]
classified-ad bbox=[1203, 1093, 1472, 1242]
ad-heading: House for Sale : bbox=[1203, 225, 1308, 239]
section-header-room-bhara bbox=[637, 160, 910, 216]
monument-flag-icon bbox=[102, 72, 125, 135]
ad-heading: গাড়ি পার্কিং ভাড়া : bbox=[638, 1224, 743, 1238]
classified-ad bbox=[354, 691, 623, 790]
column-5 bbox=[1203, 224, 1472, 1760]
